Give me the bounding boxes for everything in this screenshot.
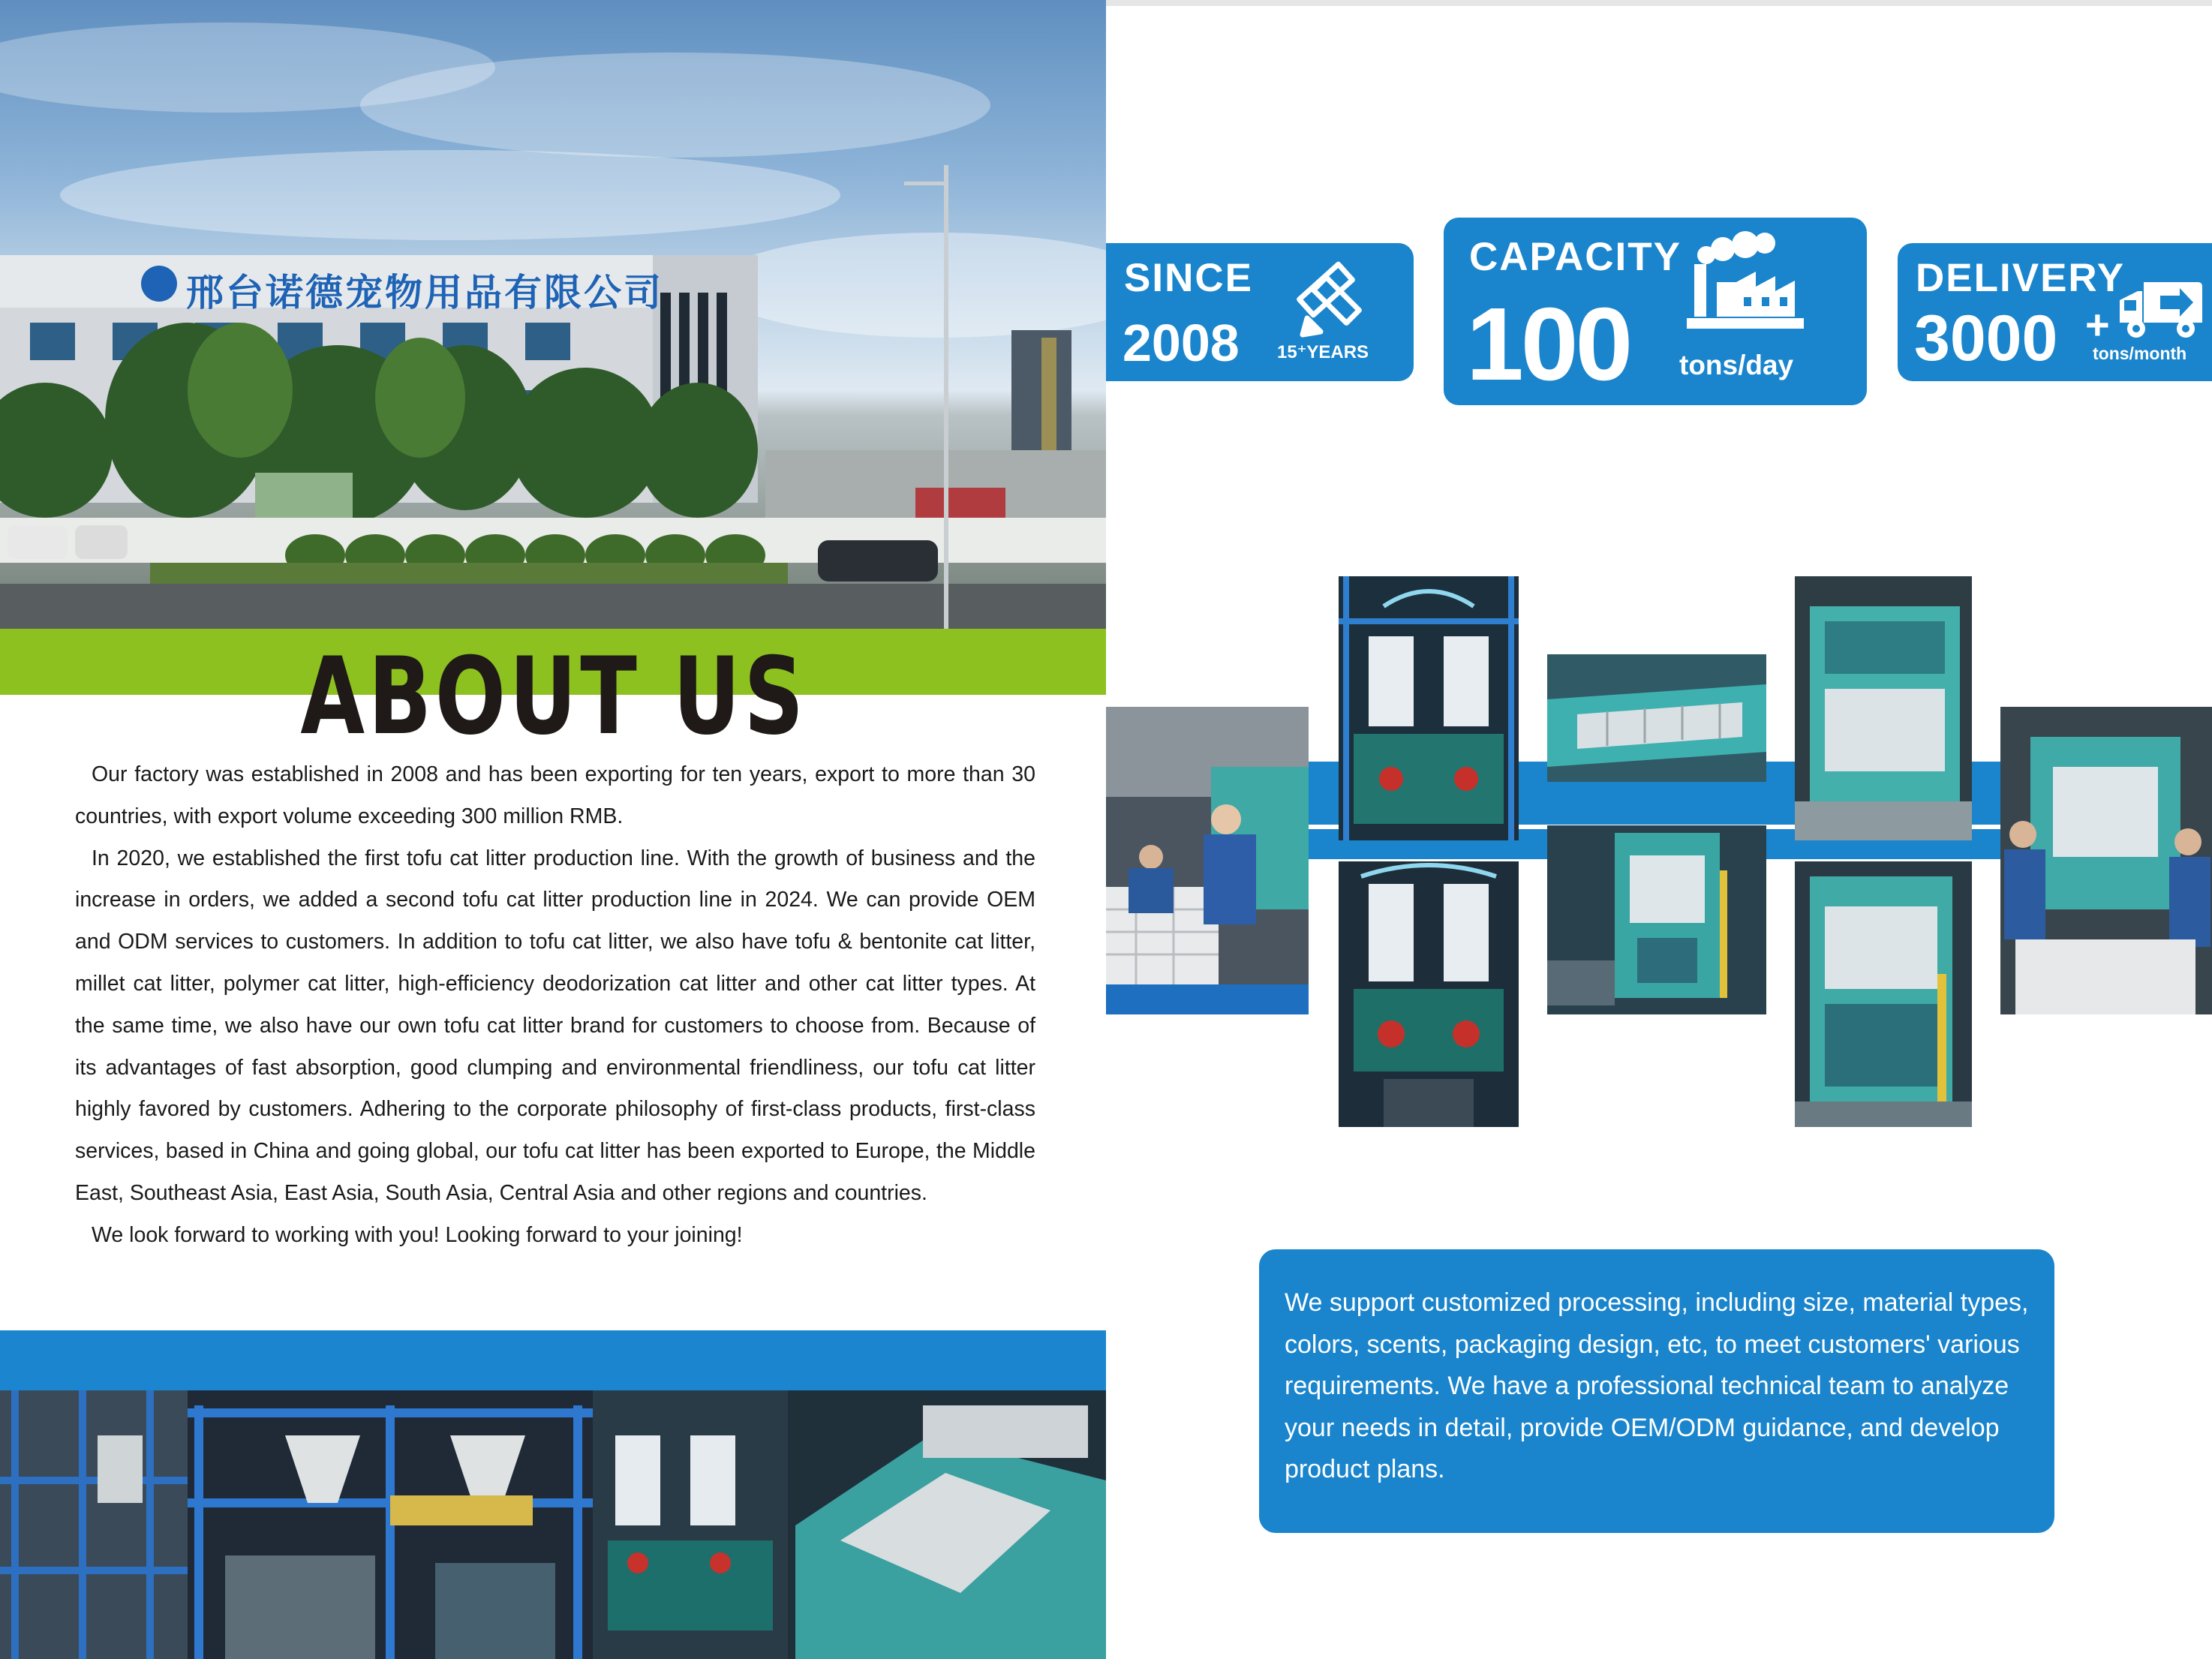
collage-photo-packing-machine — [1547, 825, 1766, 1014]
company-sign: 邢台诺德宠物用品有限公司 — [186, 271, 663, 314]
collage-photo-machine-bottom-1 — [1339, 861, 1519, 1127]
since-label: SINCE — [1124, 256, 1253, 300]
collage-photo-machine-top-2 — [1795, 576, 1972, 840]
delivery-value: 3000 — [1914, 302, 2058, 374]
delivery-stat-box — [1898, 243, 2212, 381]
truck-icon — [2115, 270, 2205, 345]
capacity-stat-box — [1444, 218, 1867, 405]
about-text — [75, 754, 1035, 1257]
page-title: ABOUT US — [300, 635, 807, 759]
capacity-label: CAPACITY — [1469, 235, 1682, 279]
collage-photo-workers-right — [2000, 707, 2212, 1014]
about-paragraph-3: We look forward to working with you! Looking forward to your joining! — [92, 1222, 743, 1247]
collage-photo-conveyor — [1547, 654, 1766, 782]
about-paragraph-2: In 2020, we established the first tofu cat litter production line. With the growth of business and the increase in orders, we added a second tofu cat litter production line in 2024. We can provide OEM and ODM services to customers. In addition to tofu cat litter, we also have tofu & bentonite cat litter, millet cat litter, polymer cat litter, high-efficiency deodorization cat litter and other cat litter types. At the same time, we also have our own tofu cat litter brand for customers to choose from. Because of its advantages of fast absorption, good clumping and environmental friendliness, our tofu cat litter highly favored by customers. Adhering to the corporate philosophy of first-class products, first-class services, based in China and going global, our tofu cat litter has been exported to Europe, the Middle East, Southeast Asia, East Asia, South Asia, Central Asia and other regions and countries. — [75, 846, 1035, 1205]
top-rule — [1106, 0, 2212, 6]
production-line-photos — [0, 1390, 1106, 1659]
since-value: 2008 — [1123, 314, 1240, 372]
since-stat-box — [1106, 243, 1414, 381]
about-paragraph-1: Our factory was established in 2008 and has been exporting for ten years, export to more than 30 countries, with export volume exceeding 300 million RMB. — [75, 762, 1035, 828]
capacity-unit: tons/day — [1679, 350, 1794, 380]
delivery-plus: + — [2085, 301, 2110, 348]
collage-photo-machine-bottom-2 — [1795, 861, 1972, 1127]
customization-info-box — [1259, 1249, 2054, 1533]
blue-band — [0, 1330, 1106, 1390]
collage-photo-workers-left — [1106, 707, 1309, 1014]
since-years: 15⁺YEARS — [1277, 342, 1369, 362]
collage-photo-machine-top-1 — [1339, 576, 1519, 840]
factory-icon — [1684, 230, 1811, 342]
delivery-unit: tons/month — [2093, 344, 2187, 363]
delivery-label: DELIVERY — [1916, 256, 2126, 300]
factory-photo — [0, 0, 1106, 629]
customization-text: We support customized processing, including size, material types, colors, scents, packaging design, etc, to meet customers' various requirements. We have a professional technical team to analyze your needs in detail, provide OEM/ODM guidance, and develop product plans. — [1285, 1288, 2029, 1483]
right-page — [1106, 0, 2212, 1659]
pencil-ruler-icon — [1285, 257, 1367, 339]
capacity-value: 100 — [1466, 287, 1630, 402]
